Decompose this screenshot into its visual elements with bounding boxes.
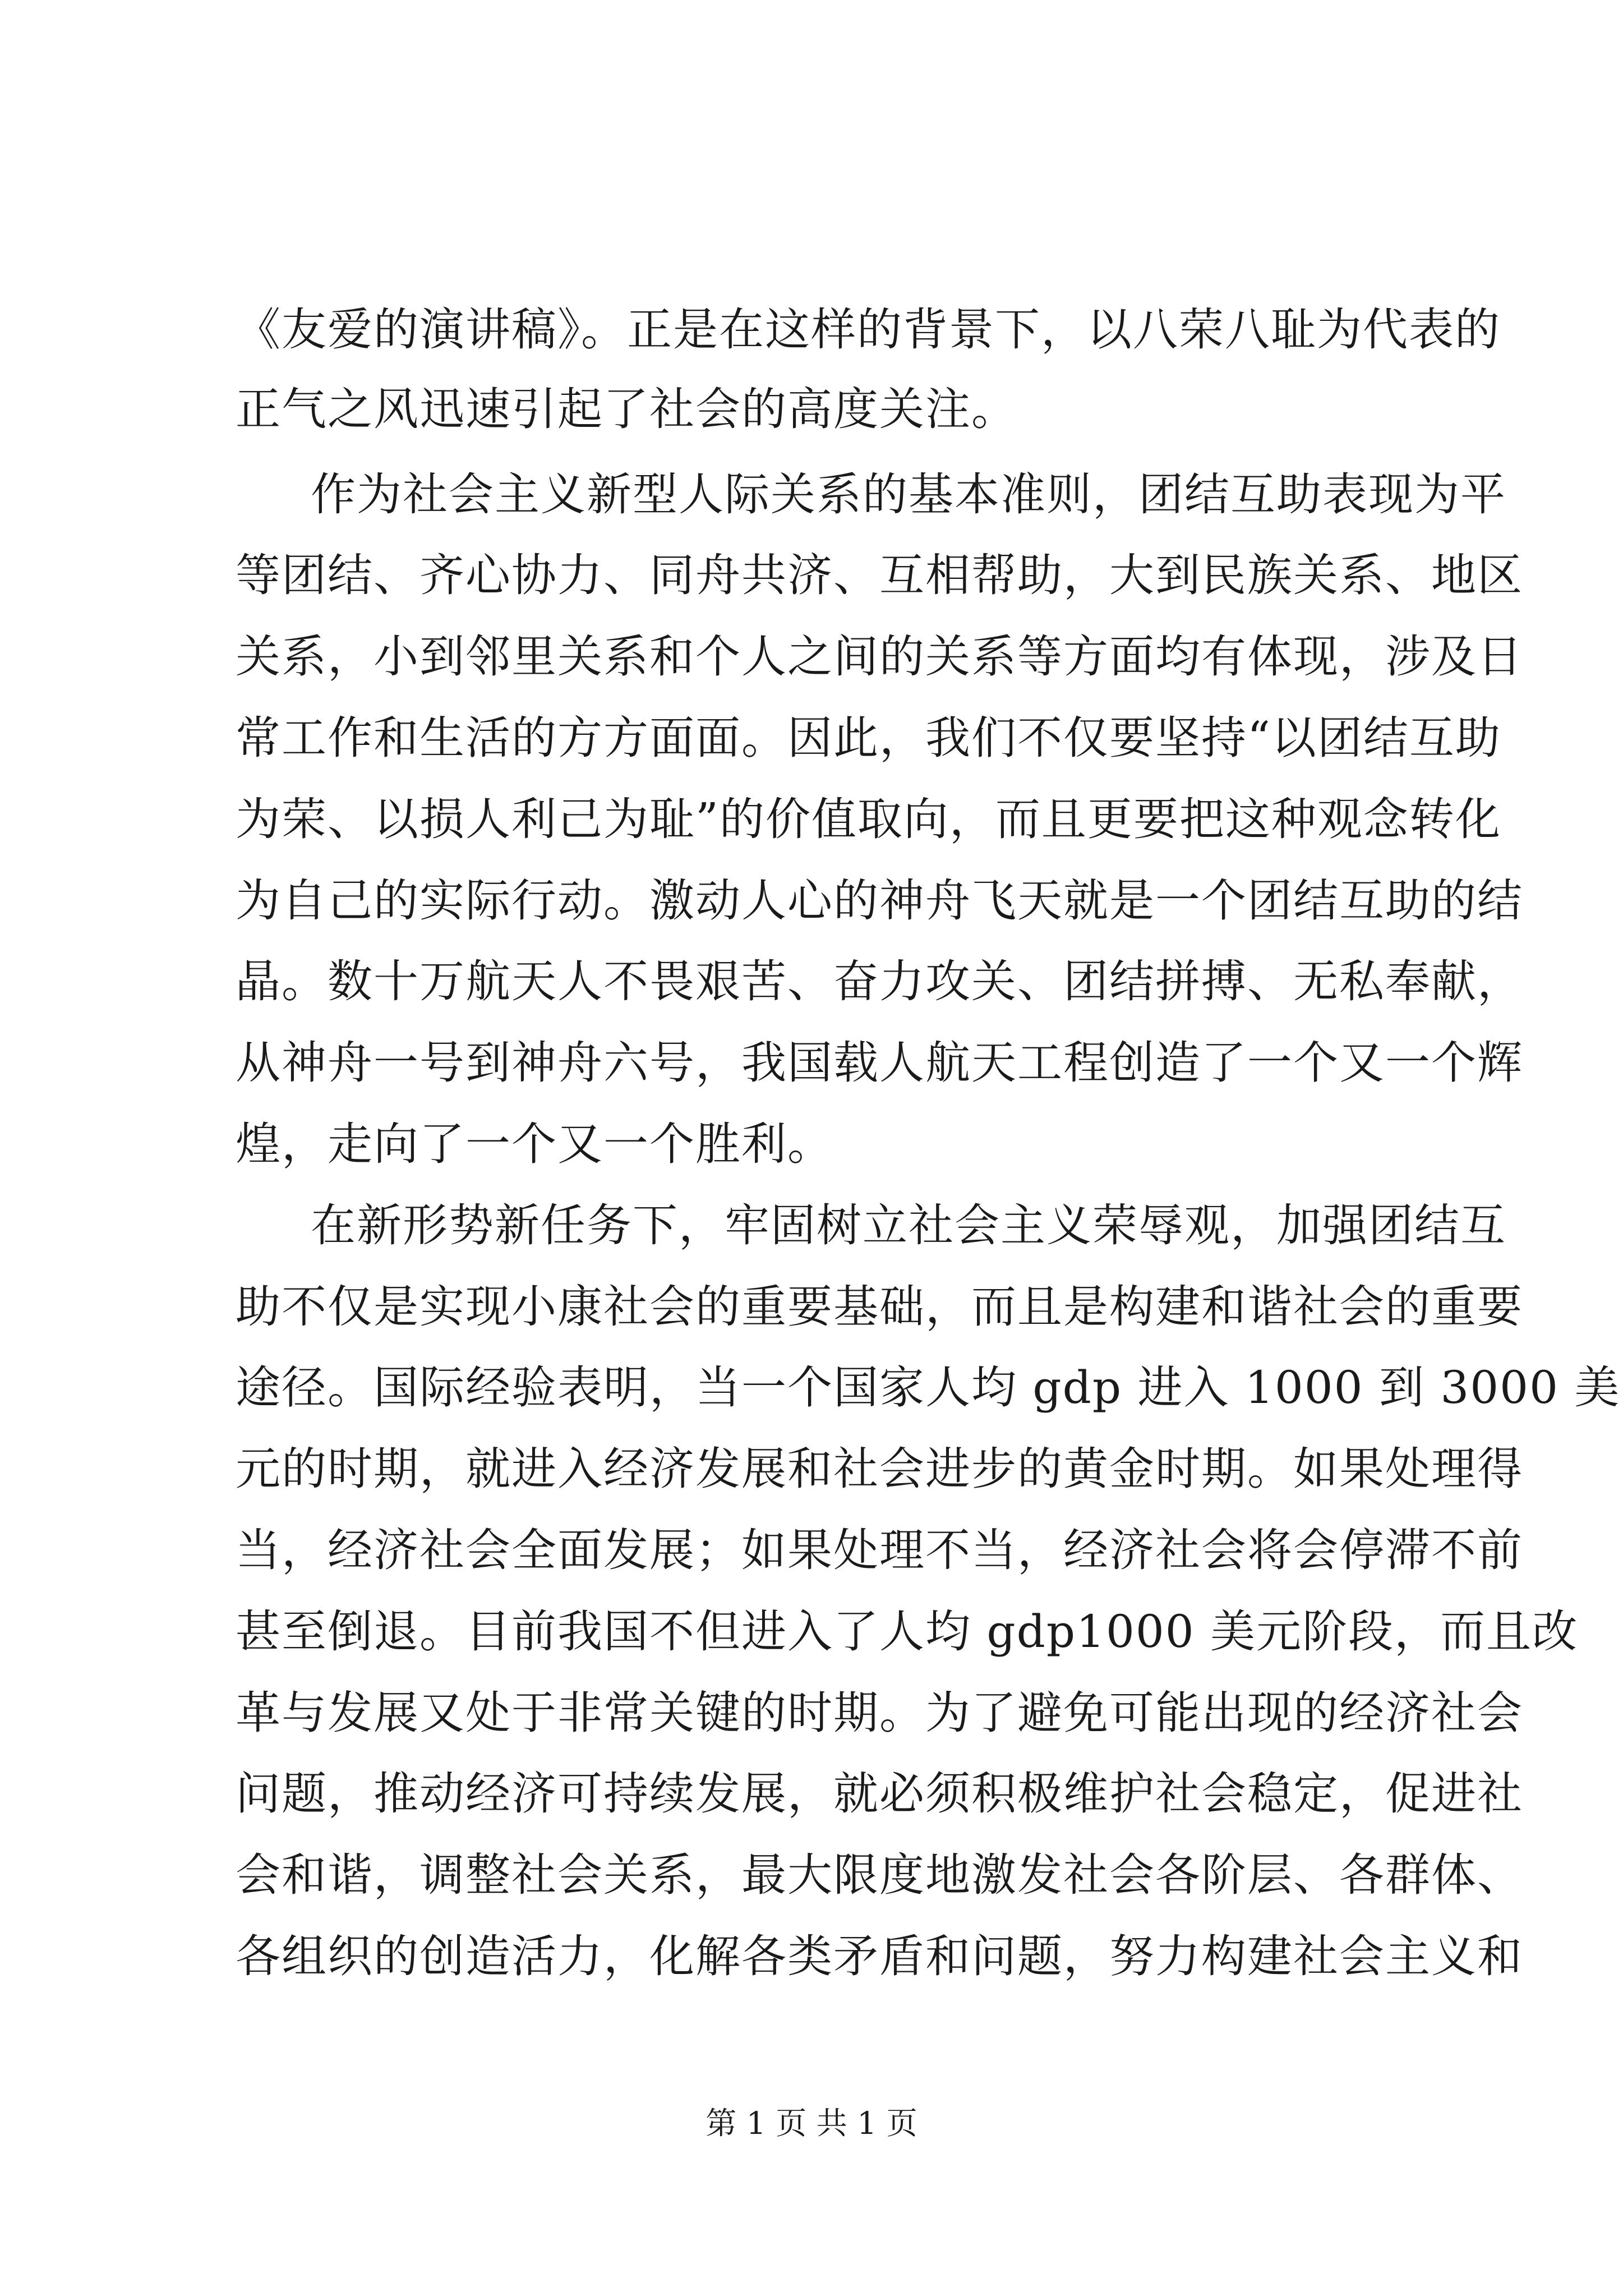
- text-line: 晶。数十万航天人不畏艰苦、奋力攻关、团结拼搏、无私奉献，: [236, 955, 1523, 1007]
- page-number-footer: 第 1 页 共 1 页: [706, 2105, 917, 2141]
- text-line: 《友爱的演讲稿》。正是在这样的背景下，以八荣八耻为代表的: [236, 303, 1501, 356]
- text-line: 作为社会主义新型人际关系的基本准则，团结互助表现为平: [311, 468, 1506, 521]
- text-line: 革与发展又处于非常关键的时期。为了避免可能出现的经济社会: [236, 1687, 1523, 1739]
- text-line: 甚至倒退。目前我国不但进入了人均 gdp1000 美元阶段，而且改: [236, 1605, 1579, 1658]
- text-line: 为荣、以损人利己为耻”的价值取向，而且更要把这种观念转化: [236, 793, 1501, 845]
- text-line: 各组织的创造活力，化解各类矛盾和问题，努力构建社会主义和: [236, 1930, 1523, 1982]
- text-line: 途径。国际经验表明，当一个国家人均 gdp 进入 1000 到 3000 美: [236, 1361, 1621, 1414]
- text-line: 问题，推动经济可持续发展，就必须积极维护社会稳定，促进社: [236, 1768, 1523, 1820]
- text-line: 元的时期，就进入经济发展和社会进步的黄金时期。如果处理得: [236, 1443, 1523, 1495]
- text-line: 为自己的实际行动。激动人心的神舟飞天就是一个团结互助的结: [236, 875, 1523, 927]
- text-line: 从神舟一号到神舟六号，我国载人航天工程创造了一个又一个辉: [236, 1037, 1523, 1089]
- text-line: 会和谐，调整社会关系，最大限度地激发社会各阶层、各群体、: [236, 1849, 1523, 1901]
- text-line: 当，经济社会全面发展；如果处理不当，经济社会将会停滞不前: [236, 1524, 1523, 1576]
- text-line: 在新形势新任务下，牢固树立社会主义荣辱观，加强团结互: [311, 1199, 1506, 1251]
- text-line: 等团结、齐心协力、同舟共济、互相帮助，大到民族关系、地区: [236, 549, 1523, 601]
- text-line: 煌，走向了一个又一个胜利。: [236, 1118, 833, 1170]
- text-line: 常工作和生活的方方面面。因此，我们不仅要坚持“以团结互助: [236, 712, 1501, 764]
- text-line: 关系，小到邻里关系和个人之间的关系等方面均有体现，涉及日: [236, 631, 1523, 683]
- text-line: 助不仅是实现小康社会的重要基础，而且是构建和谐社会的重要: [236, 1281, 1523, 1333]
- text-line: 正气之风迅速引起了社会的高度关注。: [236, 383, 1017, 435]
